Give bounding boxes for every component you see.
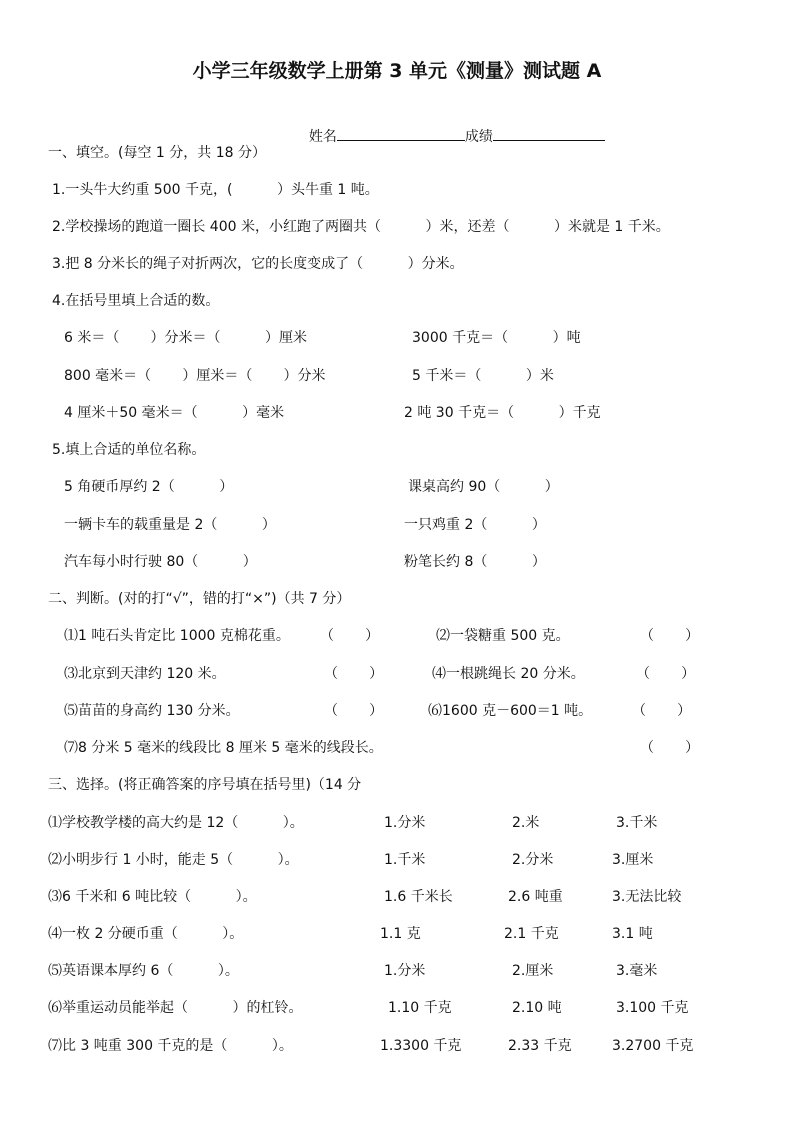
judge-paren: （ ） — [632, 703, 692, 719]
section3-heading: 三、选择。(将正确答案的序号填在括号里)（14 分 — [48, 777, 362, 793]
choice-option: 2.33 千克 — [508, 1038, 572, 1054]
choice-option: 3.无法比较 — [612, 889, 682, 905]
judge-item: ⑵一袋糖重 500 克。 — [436, 628, 570, 644]
fill-q5-item: 一只鸡重 2（ ） — [404, 517, 546, 533]
choice-question: ⑴学校教学楼的高大约是 12（ ）。 — [48, 815, 304, 831]
choice-question: ⑵小明步行 1 小时，能走 5（ ）。 — [48, 852, 299, 868]
judge-paren: （ ） — [320, 628, 380, 644]
fill-q4-item: 800 毫米＝（ ）厘米＝（ ）分米 — [64, 368, 326, 384]
choice-question: ⑹举重运动员能举起（ ）的杠铃。 — [48, 1000, 303, 1016]
fill-q5-item: 汽车每小时行驶 80（ ） — [64, 554, 257, 570]
choice-option: 2.1 千克 — [504, 926, 559, 942]
fill-q4-item: 3000 千克＝（ ）吨 — [412, 330, 581, 346]
choice-question: ⑸英语课本厚约 6（ ）。 — [48, 963, 239, 979]
choice-question: ⑷一枚 2 分硬币重（ ）。 — [48, 926, 244, 942]
choice-question: ⑶6 千米和 6 吨比较（ ）。 — [48, 889, 257, 905]
choice-option: 3.2700 千克 — [612, 1038, 694, 1054]
choice-option: 1.10 千克 — [388, 1000, 452, 1016]
judge-paren: （ ） — [636, 666, 696, 682]
name-label: 姓名 — [308, 129, 337, 145]
choice-option: 1.分米 — [384, 815, 426, 831]
choice-option: 3.100 千克 — [616, 1000, 689, 1016]
fill-q5-item: 5 角硬币厚约 2（ ） — [64, 479, 234, 495]
fill-question-2: 2.学校操场的跑道一圈长 400 米，小红跑了两圈共（ ）米，还差（ ）米就是 1 千米。 — [52, 219, 670, 235]
section1-heading: 一、填空。(每空 1 分，共 18 分） — [48, 145, 266, 161]
choice-option: 2.分米 — [512, 852, 554, 868]
page-title: 小学三年级数学上册第 3 单元《测量》测试题 A — [192, 60, 602, 82]
fill-q4-item: 5 千米＝（ ）米 — [412, 368, 554, 384]
fill-q4-item: 4 厘米＋50 毫米＝（ ）毫米 — [64, 405, 285, 421]
choice-option: 3.毫米 — [616, 963, 658, 979]
judge-item: ⑶北京到天津约 120 米。 — [64, 666, 226, 682]
choice-option: 3.1 吨 — [612, 926, 653, 942]
choice-option: 1.1 克 — [380, 926, 421, 942]
choice-option: 3.厘米 — [612, 852, 654, 868]
choice-option: 2.10 吨 — [512, 1000, 562, 1016]
section2-heading: 二、判断。(对的打“√”，错的打“×”)（共 7 分） — [48, 591, 351, 607]
judge-item: ⑺8 分米 5 毫米的线段比 8 厘米 5 毫米的线段长。 — [64, 740, 383, 756]
choice-question: ⑺比 3 吨重 300 千克的是（ ）。 — [48, 1038, 293, 1054]
score-label: 成绩 — [464, 129, 493, 145]
choice-option: 1.3300 千克 — [380, 1038, 462, 1054]
score-field[interactable] — [493, 126, 605, 141]
judge-item: ⑹1600 克－600＝1 吨。 — [428, 703, 593, 719]
judge-item: ⑸苗苗的身高约 130 分米。 — [64, 703, 240, 719]
fill-q5-item: 一辆卡车的载重量是 2（ ） — [64, 517, 276, 533]
choice-option: 1.分米 — [384, 963, 426, 979]
judge-paren: （ ） — [324, 703, 384, 719]
fill-q5-item: 粉笔长约 8（ ） — [404, 554, 546, 570]
judge-paren: （ ） — [640, 628, 700, 644]
fill-q4-item: 6 米＝（ ）分米＝（ ）厘米 — [64, 330, 308, 346]
choice-option: 2.6 吨重 — [508, 889, 563, 905]
judge-paren: （ ） — [640, 740, 700, 756]
choice-option: 1.千米 — [384, 852, 426, 868]
fill-question-4: 4.在括号里填上合适的数。 — [52, 293, 220, 309]
choice-option: 1.6 千米长 — [384, 889, 453, 905]
choice-option: 2.米 — [512, 815, 540, 831]
judge-paren: （ ） — [324, 666, 384, 682]
judge-item: ⑷一根跳绳长 20 分米。 — [432, 666, 585, 682]
fill-q5-item: 课桌高约 90（ ） — [408, 479, 559, 495]
name-score-row — [300, 106, 605, 147]
fill-question-1: 1.一头牛大约重 500 千克，( ）头牛重 1 吨。 — [52, 182, 379, 198]
fill-question-5: 5.填上合适的单位名称。 — [52, 442, 206, 458]
fill-question-3: 3.把 8 分米长的绳子对折两次，它的长度变成了（ ）分米。 — [52, 256, 464, 272]
choice-option: 2.厘米 — [512, 963, 554, 979]
judge-item: ⑴1 吨石头肯定比 1000 克棉花重。 — [64, 628, 290, 644]
choice-option: 3.千米 — [616, 815, 658, 831]
name-field[interactable] — [337, 126, 465, 141]
fill-q4-item: 2 吨 30 千克＝（ ）千克 — [404, 405, 601, 421]
